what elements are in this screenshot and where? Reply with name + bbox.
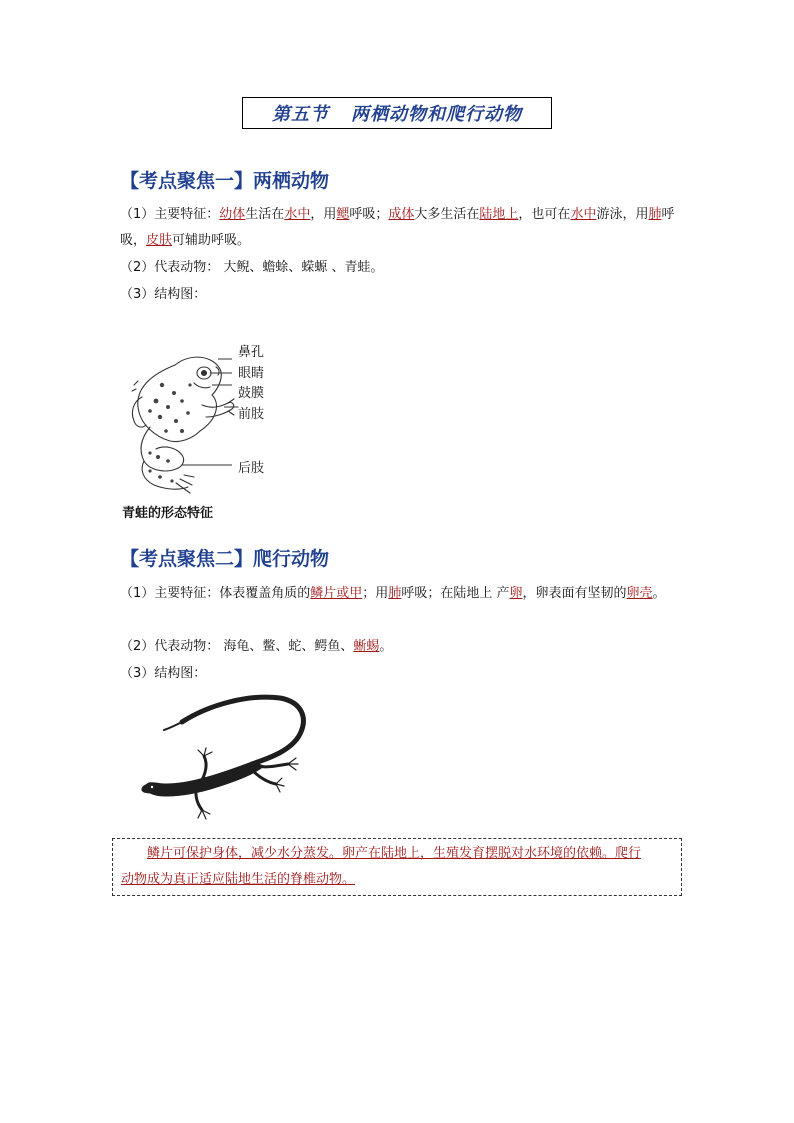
frog-label-eye: 眼睛: [238, 366, 265, 381]
keyword: 卵壳: [626, 586, 653, 601]
section2-heading: [120, 544, 329, 571]
text: 呼吸；在陆地上 产: [401, 586, 510, 601]
text: ，用: [310, 207, 337, 222]
bracket-close: 】: [234, 170, 254, 192]
text: 大多生活在: [414, 207, 480, 222]
keyword: 陆地上: [479, 207, 519, 222]
item2-prefix: （2）代表动物： 海龟、鳖、蛇、鳄鱼、: [120, 639, 354, 654]
section1-heading: [120, 166, 329, 193]
keyword: 水中: [570, 207, 597, 222]
lizard-illustration: [140, 692, 315, 827]
text: 可辅助呼吸。: [172, 233, 251, 248]
text: 生活在: [245, 207, 285, 222]
text: 呼吸，: [120, 207, 675, 248]
section2-item2: [120, 634, 680, 660]
bracket-open: 【: [120, 170, 140, 192]
note-line1: 鳞片可保护身体，减少水分蒸发。卵产在陆地上，生殖发育摆脱对水环境的依赖。爬行: [147, 846, 642, 861]
frog-label-nostril: 鼻孔: [238, 345, 265, 360]
section2-name: 爬行动物: [253, 548, 330, 570]
section1-heading-label: 考点聚焦一: [139, 170, 235, 192]
text: ，卵表面有坚韧的: [522, 586, 627, 601]
keyword: 蜥蜴: [353, 639, 380, 654]
section1-name: 两栖动物: [253, 170, 330, 192]
text: ，也可在: [518, 207, 571, 222]
keyword: 肺: [648, 207, 662, 222]
text: 呼吸；: [349, 207, 389, 222]
title-section-name: 两栖动物和爬行动物: [351, 104, 522, 125]
item1-prefix: （1）主要特征：体表覆盖角质的: [120, 586, 311, 601]
frog-label-forelimb: 前肢: [238, 407, 265, 422]
keyword: 水中: [284, 207, 311, 222]
text: ；用: [362, 586, 389, 601]
keyword: 幼体: [219, 207, 246, 222]
section2-item1: [120, 581, 680, 607]
item1-prefix: （1）主要特征：: [120, 207, 220, 222]
bracket-close: 】: [234, 548, 254, 570]
keyword: 肺: [388, 586, 402, 601]
keyword: 卵: [509, 586, 523, 601]
frog-caption: 青蛙的形态特征: [122, 506, 214, 521]
section1-item2: （2）代表动物： 大鲵、蟾蜍、蝾螈 、青蛙。: [120, 260, 384, 275]
keyword: 皮肤: [146, 233, 173, 248]
section1-item1: [120, 202, 680, 254]
bracket-open: 【: [120, 548, 140, 570]
keyword: 成体: [388, 207, 415, 222]
text: 。: [379, 639, 393, 654]
text: 用: [635, 207, 649, 222]
text: 游泳，: [596, 207, 636, 222]
title-section-number: 第五节: [272, 104, 329, 125]
text: 。: [652, 586, 666, 601]
note-line2: 动物成为真正适应陆地生活的脊椎动物。: [121, 872, 356, 887]
keyword: 鳞片或甲: [310, 586, 363, 601]
frog-label-eardrum: 鼓膜: [238, 386, 265, 401]
frog-label-hindlimb: 后肢: [238, 461, 265, 476]
page-title: [242, 97, 552, 129]
section2-heading-label: 考点聚焦二: [139, 548, 235, 570]
section1-item3: （3）结构图：: [120, 287, 207, 302]
summary-note: [112, 838, 682, 896]
section2-item3: （3）结构图：: [120, 666, 207, 681]
keyword: 鳃: [336, 207, 350, 222]
